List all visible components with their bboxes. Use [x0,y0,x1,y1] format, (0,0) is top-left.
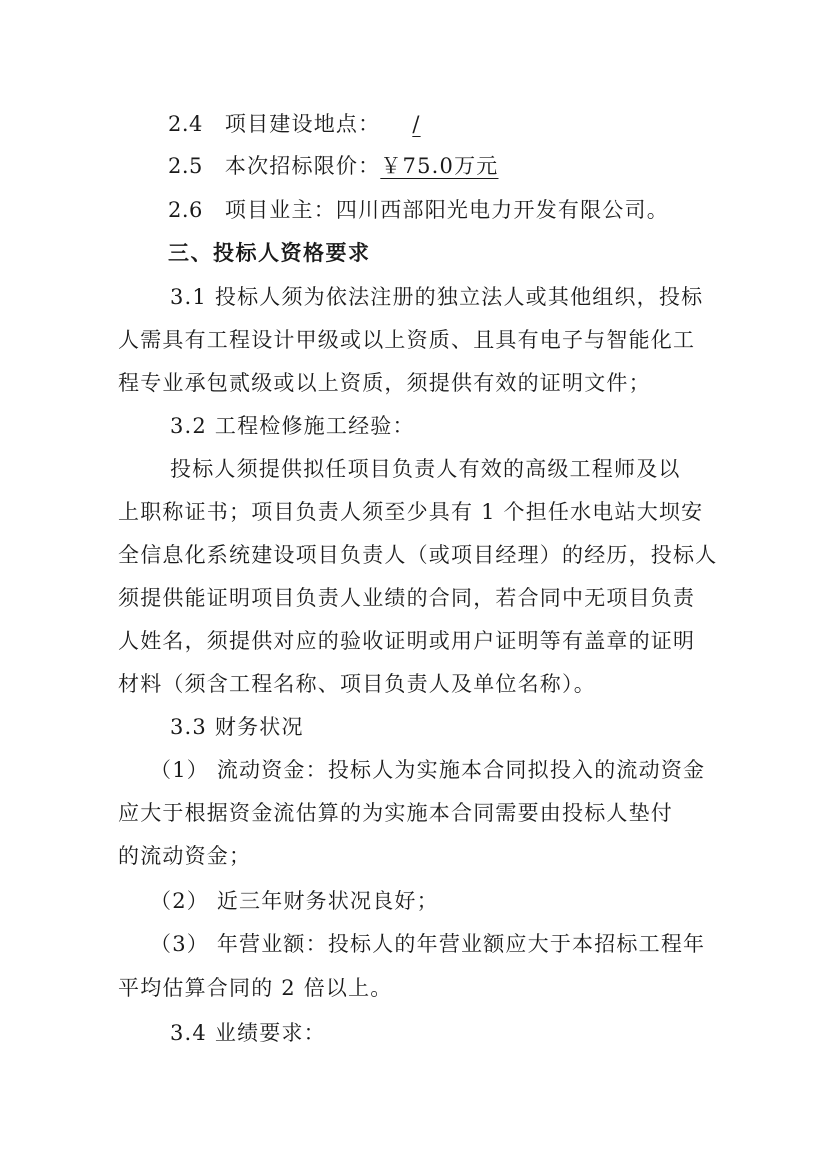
item-2-6 [168,196,669,224]
para-3-1-line-1: 3.1 投标人须为依法注册的独立法人或其他组织，投标 [170,285,704,309]
item-2-4-label: 项目建设地点： [224,112,381,136]
item-2-4-value: / [412,112,421,136]
para-3-3-1-line-1: （1） 流动资金：投标人为实施本合同拟投入的流动资金 [150,758,706,782]
item-2-5-value: ￥75.0万元 [380,154,499,178]
para-3-1-line-2: 人需具有工程设计甲级或以上资质、且具有电子与智能化工 [118,328,696,352]
para-3-3-1-line-3: 的流动资金； [118,844,252,868]
item-2-5-number: 2.5 [168,154,203,178]
section-3-heading: 三、投标人资格要求 [168,241,371,265]
para-3-2-line-4: 须提供能证明项目负责人业绩的合同，若合同中无项目负责 [118,586,696,610]
para-3-2-line-1: 投标人须提供拟任项目负责人有效的高级工程师及以 [170,457,681,481]
para-3-1-line-3: 程专业承包贰级或以上资质，须提供有效的证明文件； [118,371,651,395]
para-3-3-2: （2） 近三年财务状况良好； [150,889,439,913]
para-3-2-line-6: 材料（须含工程名称、项目负责人及单位名称）。 [118,672,596,696]
para-3-3-title: 3.3 财务状况 [170,715,304,739]
item-2-6-label: 项目业主： [224,198,336,222]
para-3-2-line-5: 人姓名，须提供对应的验收证明或用户证明等有盖章的证明 [118,629,696,653]
para-3-4-title: 3.4 业绩要求： [170,1021,326,1045]
para-3-2-line-3: 全信息化系统建设项目负责人（或项目经理）的经历，投标人 [118,543,718,567]
item-2-5 [168,152,498,180]
item-2-5-label: 本次招标限价： [224,154,381,178]
item-2-6-value: 四川西部阳光电力开发有限公司。 [335,198,669,222]
item-2-4 [168,110,453,138]
para-3-3-3-line-1: （3） 年营业额：投标人的年营业额应大于本招标工程年 [150,932,706,956]
para-3-2-title: 3.2 工程检修施工经验： [170,414,415,438]
para-3-3-3-line-2: 平均估算合同的 2 倍以上。 [118,976,393,1000]
item-2-4-number: 2.4 [168,112,203,136]
item-2-6-number: 2.6 [168,198,203,222]
para-3-3-1-line-2: 应大于根据资金流估算的为实施本合同需要由投标人垫付 [118,801,673,825]
para-3-2-line-2: 上职称证书；项目负责人须至少具有 1 个担任水电站大坝安 [118,500,704,524]
